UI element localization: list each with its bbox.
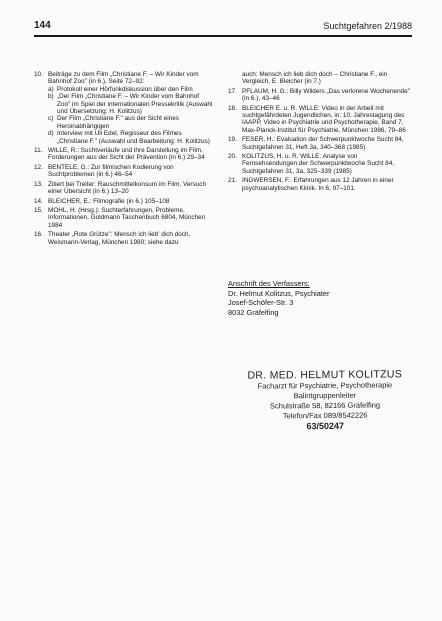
reference-number: 20.: [228, 153, 237, 161]
stamp-title: Facharzt für Psychiatrie, Psychotherapie: [257, 380, 393, 391]
reference-item: [34, 147, 214, 162]
stamp-code: 63/50247: [306, 420, 345, 432]
stamp-address: Schulstraße 58, 82166 Gräfelfing: [269, 400, 381, 411]
stamp-name: DR. MED. HELMUT KOLITZUS: [247, 368, 403, 382]
reference-number: 18.: [228, 104, 237, 112]
subitem-letter: a): [48, 85, 54, 93]
reference-number: 10.: [34, 71, 43, 78]
reference-subitem: [48, 115, 214, 130]
subitem-letter: c): [48, 115, 54, 123]
reference-number: 12.: [34, 163, 43, 171]
reference-text: auch: Mensch ich lieb dich doch – Christiane F., ein Vergleich, E. Bleicher (in 7.): [242, 71, 388, 86]
reference-subitem: [48, 130, 214, 145]
reference-text: Beiträge zu dem Film „Christiane F. – Wir Kinder vom Bahnhof Zoo" (in 6.), Seite 72–92:: [48, 71, 199, 86]
reference-text: FESER, H.: Evaluation der Schwerpunktwoche Sucht 84, Suchtgefahren 31, Heft 3a, 340–368 (1985): [242, 136, 404, 151]
subitem-text: Der Film „Christiane F." aus der Sicht eines Heroinabhängigen: [57, 115, 179, 130]
references-left-column: [34, 71, 214, 248]
page-number: 144: [34, 20, 51, 31]
reference-item: [228, 88, 412, 103]
reference-number: 21.: [228, 177, 237, 185]
reference-item: [34, 198, 214, 205]
reference-text: MOHL, H. (Hrsg.): Suchterfahrungen, Probleme, Informationen, Goldmann Taschenbuch 6804, München 1984: [48, 206, 206, 229]
address-heading: Anschrift des Verfassers:: [228, 279, 310, 288]
subitem-text: Protokoll einer Hörfunkdiskussion über den Film: [57, 85, 193, 93]
reference-text: INGWERSEN, F.: Erfahrungen aus 12 Jahren in einer psychoanalytischen Klinik. In 6, 97–101.: [242, 177, 394, 192]
reference-number: 16.: [34, 231, 43, 239]
reference-number: 19.: [228, 136, 237, 144]
reference-item: [34, 231, 214, 246]
reference-item: [34, 164, 214, 179]
reference-number: 14.: [34, 197, 43, 205]
address-city: 8032 Gräfelfing: [228, 307, 279, 317]
reference-text: BENTELE, G.: Zur filmischen Kodierung von Suchtproblemen (in 6.) 46–54: [48, 163, 174, 179]
reference-subitem: [48, 86, 214, 93]
reference-number: 15.: [34, 206, 43, 214]
reference-text: KOLITZUS, H. u. R. WILLE: Analyse von Fernsehsendungen der Schwerpunktwoche Sucht 84, Suchtgefahren 31, 3a, 325–339 (1985): [242, 153, 395, 175]
subitem-text: Interview mit Uli Edel, Regisseur des Filmes „Christiane F." (Auswahl und Bearbeitung: H. Kolitzus): [57, 130, 210, 145]
subitem-letter: d): [48, 130, 54, 138]
reference-number: [228, 71, 242, 86]
reference-item: [34, 71, 214, 145]
header-rule: [34, 35, 412, 37]
address-street: Josef-Schöfer-Str. 3: [228, 298, 294, 308]
stamp-subtitle: Balintgruppenleiter: [293, 390, 357, 401]
reference-item: [228, 71, 412, 86]
reference-item: [34, 181, 214, 196]
journal-title: Suchtgefahren 2/1988: [323, 21, 412, 31]
reference-text: PFLAUM, H. G.: Billy Wilders „Das verlorene Wochenende" (in 6.), 43–46: [242, 87, 411, 103]
reference-text: BLEICHER E. u. R. WILLE: Video in der Arbeit mit suchtgefährdeten Jugendlichen, in: 10. Jahrestagung des IAAPP, Video in Psychiatrie und Psychotherapie, Band 7, Max-Planck-Institut für Psychiatrie, München 1986, 79–86: [242, 104, 406, 134]
author-address: [228, 279, 418, 317]
reference-item: [34, 207, 214, 229]
reference-item: [228, 177, 412, 192]
reference-text: Theater „Rote Grütze": Mensch ich lieb' dich doch, Weismann-Verlag, München 1980; siehe dazu: [48, 231, 191, 246]
page-header: [34, 20, 412, 34]
reference-number: 17.: [228, 87, 237, 95]
reference-number: 11.: [34, 147, 43, 155]
reference-item: [228, 105, 412, 135]
reference-number: 13.: [34, 180, 43, 188]
reference-subitem: [48, 93, 214, 115]
stamp-phone: Telefon/Fax 089/8542226: [282, 410, 368, 421]
doctor-stamp: [240, 368, 411, 432]
reference-item: [228, 136, 412, 151]
reference-text: BLEICHER, E.: Filmografie (in 6.) 105–108: [48, 197, 170, 205]
references-right-column: [228, 71, 412, 194]
subitem-letter: b): [48, 93, 54, 101]
reference-text: Zitiert bei Treiter: Rauschmittelkonsum im Film, Versuch einer Übersicht (in 6.) 13–20: [48, 180, 207, 196]
reference-item: [228, 153, 412, 175]
reference-text: WILLE, R.: Suchtverläufe und ihre Darstellung im Film, Forderungen aus der Sicht der Prävention (in 6.) 29–34: [48, 147, 205, 162]
address-name: Dr. Helmut Kolitzus, Psychiater: [228, 288, 330, 298]
subitem-text: „Der Film „Christiane F. – Wir Kinder vom Bahnhof Zoo" im Spiel der internationalen Pressekritik (Auswahl und Übersetzung: H. Kolitzus): [57, 93, 213, 116]
